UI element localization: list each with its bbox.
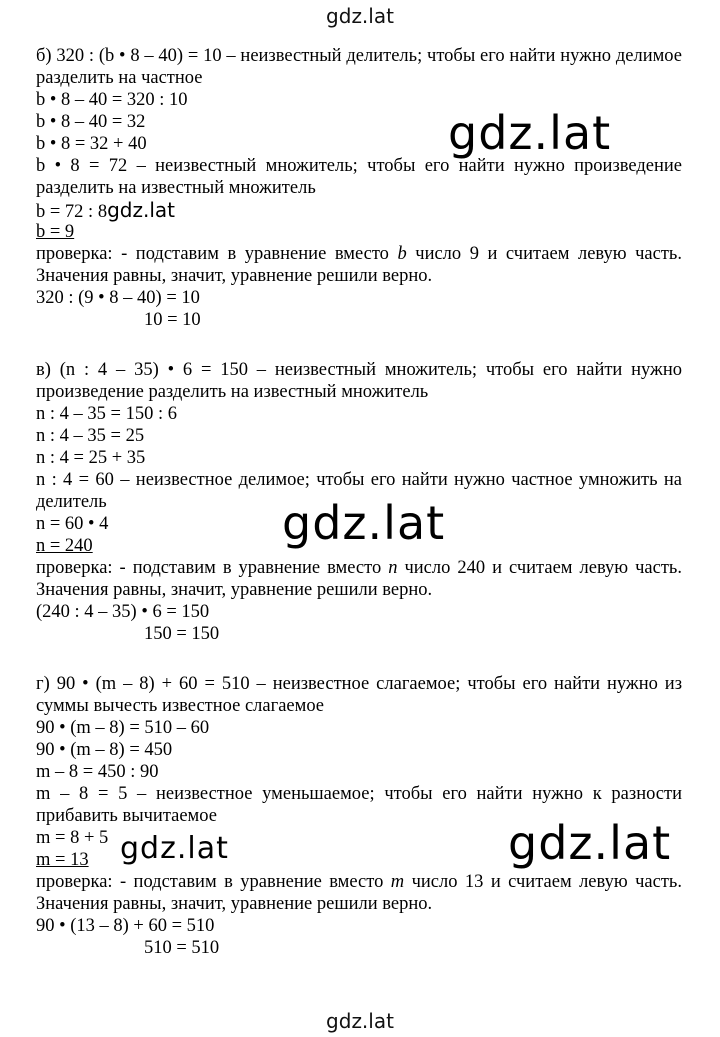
- section-v-intro: в) (n : 4 – 35) • 6 = 150 – неизвестный множитель; чтобы его найти нужно произведение разделить на известный множитель: [36, 360, 682, 402]
- section-b-check-var: b: [397, 244, 407, 264]
- section-v-check-var: n: [388, 558, 398, 578]
- section-g-step4: m – 8 = 5 – неизвестное уменьшаемое; чтобы его найти нужно к разности прибавить вычитаемое: [36, 784, 682, 826]
- watermark-1: gdz.lat: [448, 106, 612, 160]
- footer-watermark: gdz.lat: [326, 1009, 394, 1033]
- section-g-check-var: m: [390, 872, 405, 892]
- section-g-step5: m = 8 + 5: [36, 828, 109, 848]
- section-b-check2: 10 = 10: [144, 310, 201, 330]
- section-v-answer: n = 240: [36, 536, 93, 556]
- section-g-check: проверка: - подставим в уравнение вместо m число 13 и считаем левую часть. Значения равны, значит, уравнение решили верно.: [36, 872, 682, 914]
- watermark-3: gdz.lat: [508, 816, 672, 870]
- section-g-intro: г) 90 • (m – 8) + 60 = 510 – неизвестное слагаемое; чтобы его найти нужно из суммы вычесть известное слагаемое: [36, 674, 682, 716]
- section-v-check2: 150 = 150: [144, 624, 220, 644]
- section-g-check2: 510 = 510: [144, 938, 220, 958]
- section-g-check1: 90 • (13 – 8) + 60 = 510: [36, 916, 215, 936]
- section-b-intro: б) 320 : (b • 8 – 40) = 10 – неизвестный делитель; чтобы его найти нужно делимое разделить на частное: [36, 46, 682, 88]
- section-g-step1: 90 • (m – 8) = 510 – 60: [36, 718, 210, 738]
- section-b-step1: b • 8 – 40 = 320 : 10: [36, 90, 188, 110]
- section-v-step2: n : 4 – 35 = 25: [36, 426, 145, 446]
- inline-watermark: gdz.lat: [107, 198, 175, 222]
- section-b-step3: b • 8 = 32 + 40: [36, 134, 147, 154]
- section-b-step4: b • 8 = 72 – неизвестный множитель; чтобы его найти нужно произведение разделить на известный множитель: [36, 156, 682, 198]
- section-b-answer: b = 9: [36, 222, 75, 242]
- section-v-step1: n : 4 – 35 = 150 : 6: [36, 404, 177, 424]
- section-b-step5-row: [36, 199, 682, 221]
- section-v-step3: n : 4 = 25 + 35: [36, 448, 146, 468]
- section-b-step2: b • 8 – 40 = 32: [36, 112, 146, 132]
- section-g-step2: 90 • (m – 8) = 450: [36, 740, 173, 760]
- section-v-step4: n : 4 = 60 – неизвестное делимое; чтобы его найти нужно частное умножить на делитель: [36, 470, 682, 512]
- section-b-step5: b = 72 : 8: [36, 202, 108, 222]
- section-g-step3: m – 8 = 450 : 90: [36, 762, 159, 782]
- section-v-check: проверка: - подставим в уравнение вместо n число 240 и считаем левую часть. Значения равны, значит, уравнение решили верно.: [36, 558, 682, 600]
- section-v-check1: (240 : 4 – 35) • 6 = 150: [36, 602, 210, 622]
- section-b-check: проверка: - подставим в уравнение вместо b число 9 и считаем левую часть. Значения равны, значит, уравнение решили верно.: [36, 244, 682, 286]
- watermark-4: gdz.lat: [120, 831, 229, 866]
- watermark-2: gdz.lat: [282, 496, 446, 550]
- section-v-step5: n = 60 • 4: [36, 514, 109, 534]
- spacer: [36, 331, 682, 359]
- header-watermark: gdz.lat: [326, 4, 394, 28]
- section-b-check1: 320 : (9 • 8 – 40) = 10: [36, 288, 200, 308]
- section-g-answer: m = 13: [36, 850, 89, 870]
- section-b: [36, 45, 682, 331]
- spacer: [36, 645, 682, 673]
